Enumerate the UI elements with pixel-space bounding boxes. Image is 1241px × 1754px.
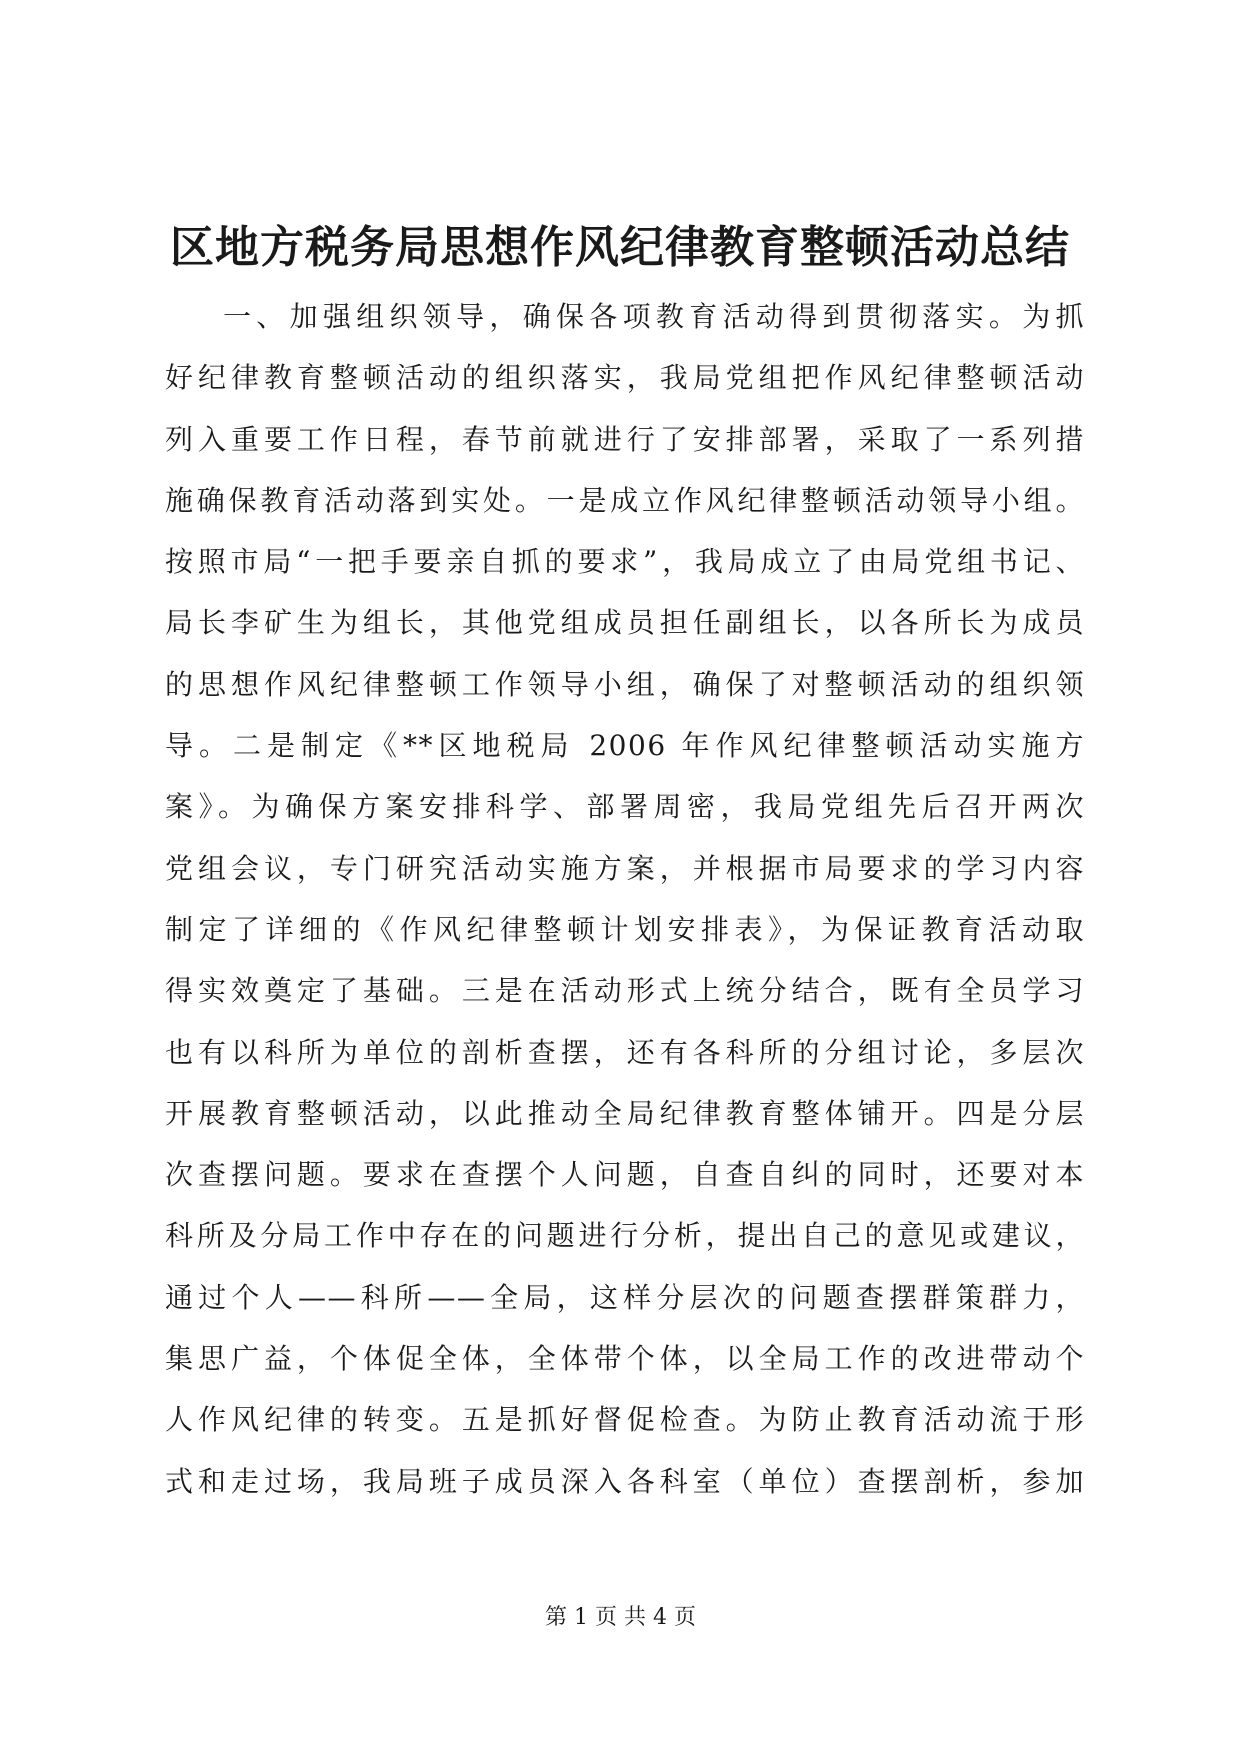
body-line: 按照市局“一把手要亲自抓的要求”，我局成立了由局党组书记、 bbox=[165, 545, 1085, 579]
body-line: 的思想作风纪律整顿工作领导小组，确保了对整顿活动的组织领 bbox=[165, 667, 1085, 701]
body-line: 次查摆问题。要求在查摆个人问题，自查自纠的同时，还要对本 bbox=[165, 1158, 1085, 1192]
body-line: 通过个人——科所——全局，这样分层次的问题查摆群策群力， bbox=[165, 1280, 1085, 1314]
document-title: 区地方税务局思想作风纪律教育整顿活动总结 bbox=[170, 222, 1070, 273]
body-line: 导。二是制定《**区地税局 2006 年作风纪律整顿活动实施方 bbox=[165, 729, 1085, 763]
body-line: 一、加强组织领导，确保各项教育活动得到贯彻落实。为抓 bbox=[223, 300, 1085, 333]
document-body bbox=[165, 286, 1085, 1512]
body-line: 开展教育整顿活动，以此推动全局纪律教育整体铺开。四是分层 bbox=[165, 1096, 1085, 1130]
body-line: 局长李矿生为组长，其他党组成员担任副组长，以各所长为成员 bbox=[165, 606, 1085, 640]
body-line: 集思广益，个体促全体，全体带个体，以全局工作的改进带动个 bbox=[165, 1342, 1085, 1376]
body-line: 列入重要工作日程，春节前就进行了安排部署，采取了一系列措 bbox=[165, 422, 1085, 456]
body-line: 好纪律教育整顿活动的组织落实，我局党组把作风纪律整顿活动 bbox=[165, 361, 1085, 395]
body-line: 施确保教育活动落到实处。一是成立作风纪律整顿活动领导小组。 bbox=[165, 483, 1085, 517]
page-number-footer: 第 1 页 共 4 页 bbox=[545, 1605, 696, 1630]
body-line: 制定了详细的《作风纪律整顿计划安排表》，为保证教育活动取 bbox=[165, 912, 1085, 946]
body-line: 党组会议，专门研究活动实施方案，并根据市局要求的学习内容 bbox=[165, 851, 1085, 885]
body-line: 也有以科所为单位的剖析查摆，还有各科所的分组讨论，多层次 bbox=[165, 1035, 1085, 1069]
body-line: 式和走过场，我局班子成员深入各科室（单位）查摆剖析，参加 bbox=[165, 1464, 1085, 1498]
body-line: 人作风纪律的转变。五是抓好督促检查。为防止教育活动流于形 bbox=[165, 1403, 1085, 1437]
body-line: 科所及分局工作中存在的问题进行分析，提出自己的意见或建议， bbox=[165, 1219, 1085, 1253]
body-line: 得实效奠定了基础。三是在活动形式上统分结合，既有全员学习 bbox=[165, 974, 1085, 1008]
body-line: 案》。为确保方案安排科学、部署周密，我局党组先后召开两次 bbox=[165, 790, 1085, 824]
